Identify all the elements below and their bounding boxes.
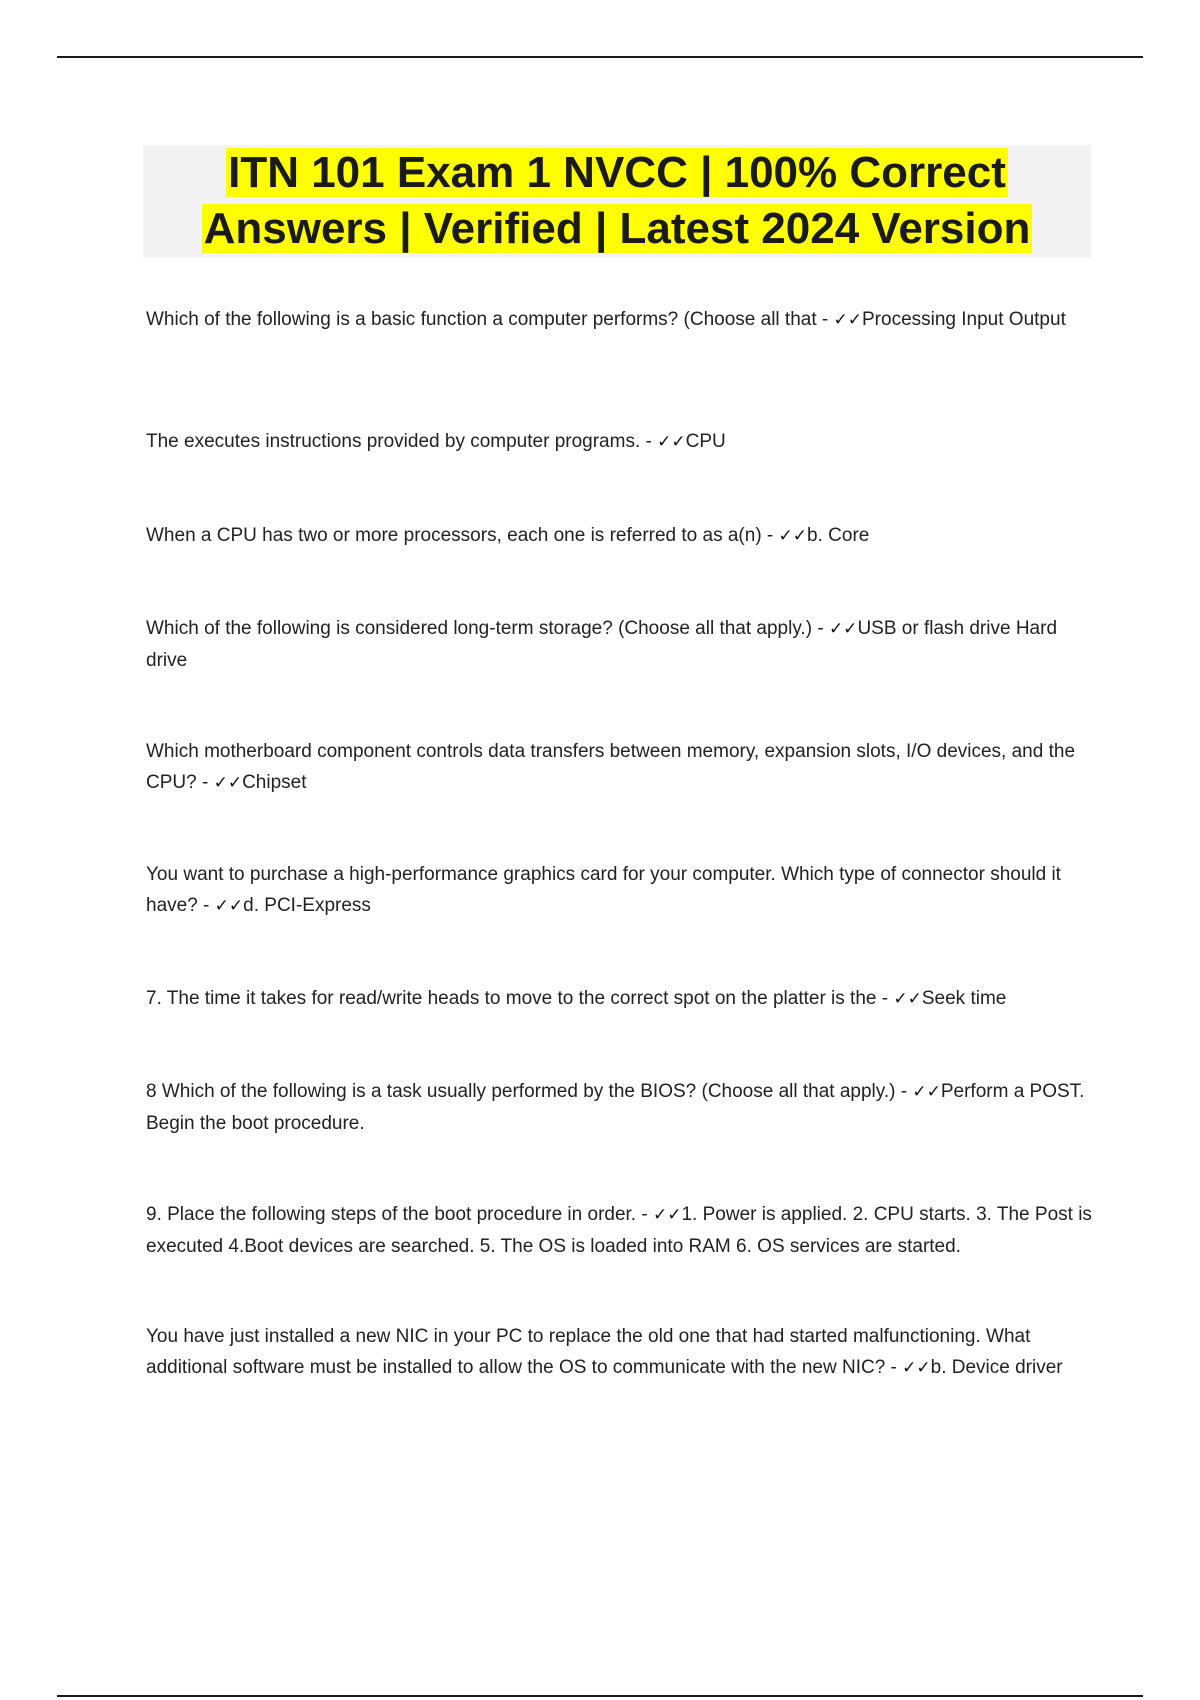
bottom-rule (57, 1695, 1143, 1697)
question-text: 9. Place the following steps of the boot procedure in order. - (146, 1204, 653, 1225)
check-icon: ✓✓ (833, 310, 862, 330)
check-icon: ✓✓ (213, 773, 243, 793)
qa-item-5 (146, 736, 1096, 799)
check-icon: ✓✓ (902, 1358, 931, 1378)
check-icon: ✓✓ (893, 989, 922, 1009)
title-line-1: ITN 101 Exam 1 NVCC | 100% Correct (228, 148, 1006, 197)
qa-item-2 (146, 426, 1096, 458)
title-line-2: Answers | Verified | Latest 2024 Version (203, 204, 1031, 253)
qa-item-3 (146, 520, 1096, 552)
question-text: You have just installed a new NIC in your PC to replace the old one that had started malfunctioning. What additional software must be installed to allow the OS to communicate with the new NIC? - (146, 1326, 1031, 1378)
check-icon: ✓✓ (652, 1205, 682, 1225)
answer-text: Chipset (242, 772, 307, 793)
qa-item-4 (146, 613, 1096, 676)
qa-item-8 (146, 1076, 1096, 1139)
answer-text: Perform a POST. Begin the boot procedure. (146, 1081, 1085, 1134)
qa-item-1 (146, 304, 1096, 336)
answer-text: b. Device driver (930, 1357, 1063, 1378)
check-icon: ✓✓ (657, 432, 686, 452)
answer-text: CPU (685, 431, 726, 452)
question-text: 7. The time it takes for read/write heads to move to the correct spot on the platter is the - (146, 988, 894, 1009)
question-text: Which motherboard component controls data transfers between memory, expansion slots, I/O devices, and the CPU? - (146, 741, 1076, 793)
answer-text: b. Core (807, 525, 870, 546)
question-text: Which of the following is a basic function a computer performs? (Choose all that - (146, 309, 834, 330)
answer-text: d. PCI-Express (243, 895, 371, 916)
answer-text: USB or flash drive Hard drive (146, 618, 1058, 671)
question-text: Which of the following is considered long-term storage? (Choose all that apply.) - (146, 618, 829, 639)
check-icon: ✓✓ (912, 1082, 941, 1102)
qa-item-9 (146, 1199, 1096, 1262)
check-icon: ✓✓ (828, 619, 858, 639)
qa-item-10 (146, 1321, 1096, 1384)
qa-item-6 (146, 859, 1096, 922)
document-title (143, 145, 1091, 258)
answer-text: 1. Power is applied. 2. CPU starts. 3. The Post is executed 4.Boot devices are searched. 5. The OS is loaded into RAM 6. OS services are started. (146, 1204, 1092, 1257)
question-text: The executes instructions provided by computer programs. - (146, 431, 658, 452)
question-text: You want to purchase a high-performance graphics card for your computer. Which type of connector should it have? - (146, 864, 1061, 916)
qa-item-7 (146, 983, 1096, 1015)
check-icon: ✓✓ (214, 896, 244, 916)
top-rule (57, 56, 1143, 58)
question-text: When a CPU has two or more processors, each one is referred to as a(n) - (146, 525, 779, 546)
answer-text: Processing Input Output (862, 309, 1066, 330)
question-text: 8 Which of the following is a task usually performed by the BIOS? (Choose all that apply.) - (146, 1081, 913, 1102)
answer-text: Seek time (921, 988, 1007, 1009)
check-icon: ✓✓ (778, 526, 808, 546)
